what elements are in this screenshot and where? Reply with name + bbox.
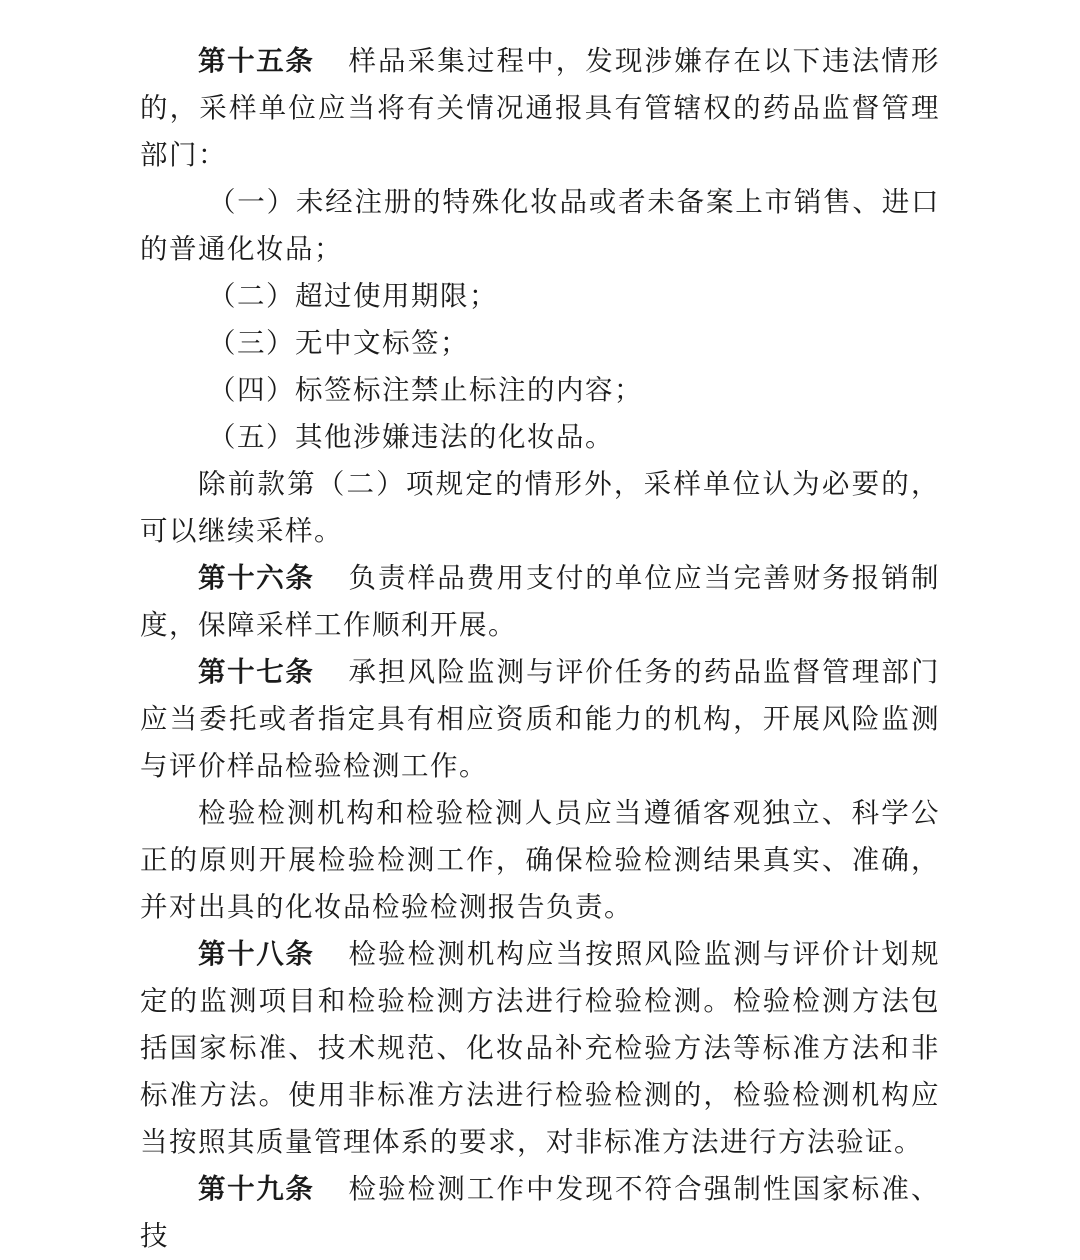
article-number: 第十六条 <box>198 562 315 594</box>
article-number: 第十八条 <box>198 938 315 970</box>
article-paragraph: 除前款第（二）项规定的情形外，采样单位认为必要的，可以继续采样。 <box>140 468 940 547</box>
list-item: （二）超过使用期限； <box>208 280 498 312</box>
article-15 <box>140 38 940 179</box>
article-18 <box>140 931 940 1166</box>
article-text: 承担风险监测与评价任务的药品监督管理部门应当委托或者指定具有相应资质和能力的机构，开展风险监测与评价样品检验检测工作。 <box>140 656 941 782</box>
list-item: （三）无中文标签； <box>208 327 469 359</box>
article-text: 样品采集过程中，发现涉嫌存在以下违法情形的，采样单位应当将有关情况通报具有管辖权的药品监督管理部门： <box>140 45 941 171</box>
article-16 <box>140 555 940 649</box>
article-text: 检验检测机构应当按照风险监测与评价计划规定的监测项目和检验检测方法进行检验检测。检验检测方法包括国家标准、技术规范、化妆品补充检验方法等标准方法和非标准方法。使用非标准方法进行检验检测的，检验检测机构应当按照其质量管理体系的要求，对非标准方法进行方法验证。 <box>140 938 941 1158</box>
article-number: 第十九条 <box>198 1173 315 1205</box>
article-17 <box>140 649 940 790</box>
article-number: 第十五条 <box>198 45 315 77</box>
article-text: 检验检测工作中发现不符合强制性国家标准、技 <box>140 1173 941 1252</box>
article-19 <box>140 1166 940 1260</box>
list-item: （一）未经注册的特殊化妆品或者未备案上市销售、进口的普通化妆品； <box>140 186 940 265</box>
document-page <box>140 38 940 1260</box>
article-paragraph: 检验检测机构和检验检测人员应当遵循客观独立、科学公正的原则开展检验检测工作，确保检验检测结果真实、准确，并对出具的化妆品检验检测报告负责。 <box>140 797 940 923</box>
article-text: 负责样品费用支付的单位应当完善财务报销制度，保障采样工作顺利开展。 <box>140 562 941 641</box>
list-item: （四）标签标注禁止标注的内容； <box>208 374 643 406</box>
list-item: （五）其他涉嫌违法的化妆品。 <box>208 421 614 453</box>
article-number: 第十七条 <box>198 656 315 688</box>
